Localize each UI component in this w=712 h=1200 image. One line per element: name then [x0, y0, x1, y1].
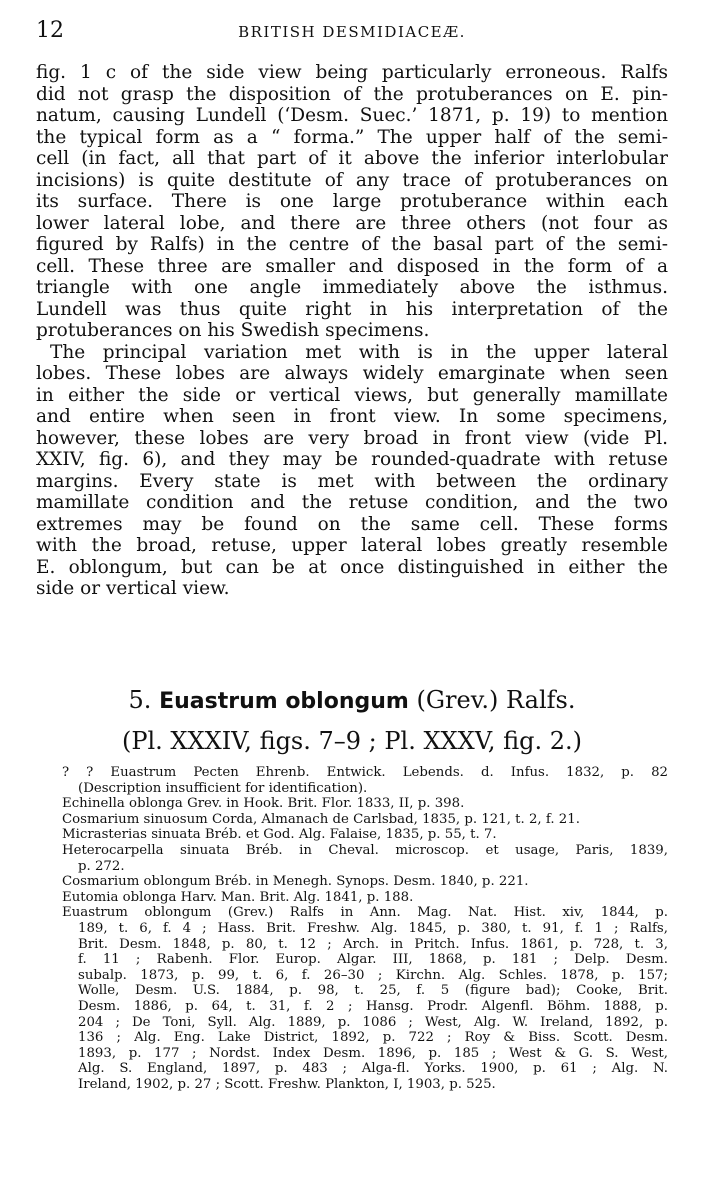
plate-references: (Pl. XXXIV, figs. 7–9 ; Pl. XXXV, fig. 2.) [121, 727, 583, 755]
synonym-entry [62, 890, 668, 906]
body-text [36, 62, 668, 600]
page-header [36, 18, 668, 48]
text-line: the typical form as a “ forma.” The upper half of the semi- [36, 126, 668, 148]
synonym-line: Alg. S. England, 1897, p. 483 ; Alga-fl. Yorks. 1900, p. 61 ; Alg. N. [78, 1061, 668, 1077]
text-line: did not grasp the disposition of the protuberances on E. pin- [36, 83, 668, 105]
text-line: in either the side or vertical views, but generally mamillate [36, 384, 668, 406]
synonym-entry [62, 874, 668, 890]
text-line: cell. These three are smaller and disposed in the form of a [36, 255, 668, 277]
text-line: mamillate condition and the retuse condition, and the two [36, 492, 668, 513]
text-line: however, these lobes are very broad in front view (vide Pl. [36, 427, 668, 449]
text-line: extremes may be found on the same cell. These forms [36, 513, 668, 535]
text-line: figured by Ralfs) in the centre of the basal part of the semi- [36, 234, 668, 255]
species-number: 5. [128, 686, 152, 714]
text-line: XXIV, fig. 6), and they may be rounded-quadrate with retuse [36, 449, 668, 470]
text-line: and entire when seen in front view. In some specimens, [36, 406, 668, 427]
synonym-line: 189, t. 6, f. 4 ; Hass. Brit. Freshw. Alg. 1845, p. 380, t. 91, f. 1 ; Ralfs, [78, 920, 668, 936]
species-heading [36, 686, 668, 714]
synonym-line: Micrasterias sinuata Bréb. et God. Alg. Falaise, 1835, p. 55, t. 7. [62, 827, 497, 843]
text-line: with the broad, retuse, upper lateral lobes greatly resemble [36, 535, 668, 556]
synonym-line: Echinella oblonga Grev. in Hook. Brit. Flor. 1833, II, p. 398. [62, 796, 465, 812]
text-line: incisions) is quite destitute of any trace of protuberances on [36, 169, 668, 191]
text-line: triangle with one angle immediately above the isthmus. [36, 277, 668, 298]
text-line: Lundell was thus quite right in his interpretation of the [36, 298, 668, 320]
running-head: BRITISH DESMIDIACEÆ. [238, 23, 466, 41]
text-line: The principal variation met with is in the upper lateral [50, 341, 668, 363]
species-authority: (Grev.) Ralfs. [416, 686, 576, 714]
synonym-line: ? ? Euastrum Pecten Ehrenb. Entwick. Lebends. d. Infus. 1832, p. 82 [62, 765, 668, 780]
synonym-entry [62, 905, 668, 1092]
synonym-line: f. 11 ; Rabenh. Flor. Europ. Algar. III, 1868, p. 181 ; Delp. Desm. [78, 952, 668, 968]
synonym-line: Eutomia oblonga Harv. Man. Brit. Alg. 1841, p. 188. [62, 889, 414, 905]
text-line: margins. Every state is met with between the ordinary [36, 470, 668, 492]
text-line: cell (in fact, all that part of it above the inferior interlobular [36, 148, 668, 169]
synonym-line: Cosmarium sinuosum Corda, Almanach de Carlsbad, 1835, p. 121, t. 2, f. 21. [62, 811, 580, 827]
synonym-line: 204 ; De Toni, Syll. Alg. 1889, p. 1086 ; West, Alg. W. Ireland, 1892, p. [78, 1014, 668, 1030]
synonym-entry [62, 765, 668, 796]
text-line: its surface. There is one large protuberance within each [36, 191, 668, 212]
synonym-line: Euastrum oblongum (Grev.) Ralfs in Ann. Mag. Nat. Hist. xiv, 1844, p. [62, 905, 668, 921]
synonym-line: 1893, p. 177 ; Nordst. Index Desm. 1896, p. 185 ; West & G. S. West, [78, 1045, 668, 1061]
synonym-line: Ireland, 1902, p. 27 ; Scott. Freshw. Plankton, I, 1903, p. 525. [78, 1076, 496, 1092]
synonym-line: Desm. 1886, p. 64, t. 31, f. 2 ; Hansg. Prodr. Algenfl. Böhm. 1888, p. [78, 998, 668, 1014]
synonym-line: Wolle, Desm. U.S. 1884, p. 98, t. 25, f. 5 (figure bad); Cooke, Brit. [78, 983, 668, 999]
synonym-entry [62, 843, 668, 874]
text-line: fig. 1 c of the side view being particularly erroneous. Ralfs [36, 62, 668, 83]
synonym-line: 136 ; Alg. Eng. Lake District, 1892, p. 722 ; Roy & Biss. Scott. Desm. [78, 1030, 668, 1046]
text-line: E. oblongum, but can be at once distinguished in either the [36, 556, 668, 578]
synonym-entry [62, 812, 668, 828]
synonym-line: p. 272. [78, 858, 125, 874]
text-line: protuberances on his Swedish specimens. [36, 320, 430, 341]
synonym-entry [62, 827, 668, 843]
synonym-line: Brit. Desm. 1848, p. 80, t. 12 ; Arch. in Pritch. Infus. 1861, p. 728, t. 3, [78, 936, 668, 952]
text-line: lobes. These lobes are always widely emarginate when seen [36, 363, 668, 384]
synonym-line: Cosmarium oblongum Bréb. in Menegh. Synops. Desm. 1840, p. 221. [62, 874, 529, 890]
synonym-line: (Description insufficient for identification). [78, 780, 368, 796]
page-number: 12 [36, 18, 64, 43]
text-line: lower lateral lobe, and there are three others (not four as [36, 212, 668, 234]
synonym-line: subalp. 1873, p. 99, t. 6, f. 26–30 ; Kirchn. Alg. Schles. 1878, p. 157; [78, 967, 668, 983]
synonym-entry [62, 796, 668, 812]
synonymy-list [62, 765, 668, 1092]
synonym-line: Heterocarpella sinuata Bréb. in Cheval. microscop. et usage, Paris, 1839, [62, 842, 668, 858]
text-line: natum, causing Lundell (‘Desm. Suec.’ 1871, p. 19) to mention [36, 105, 668, 126]
species-name: Euastrum oblongum [159, 689, 409, 714]
text-line: side or vertical view. [36, 578, 230, 599]
